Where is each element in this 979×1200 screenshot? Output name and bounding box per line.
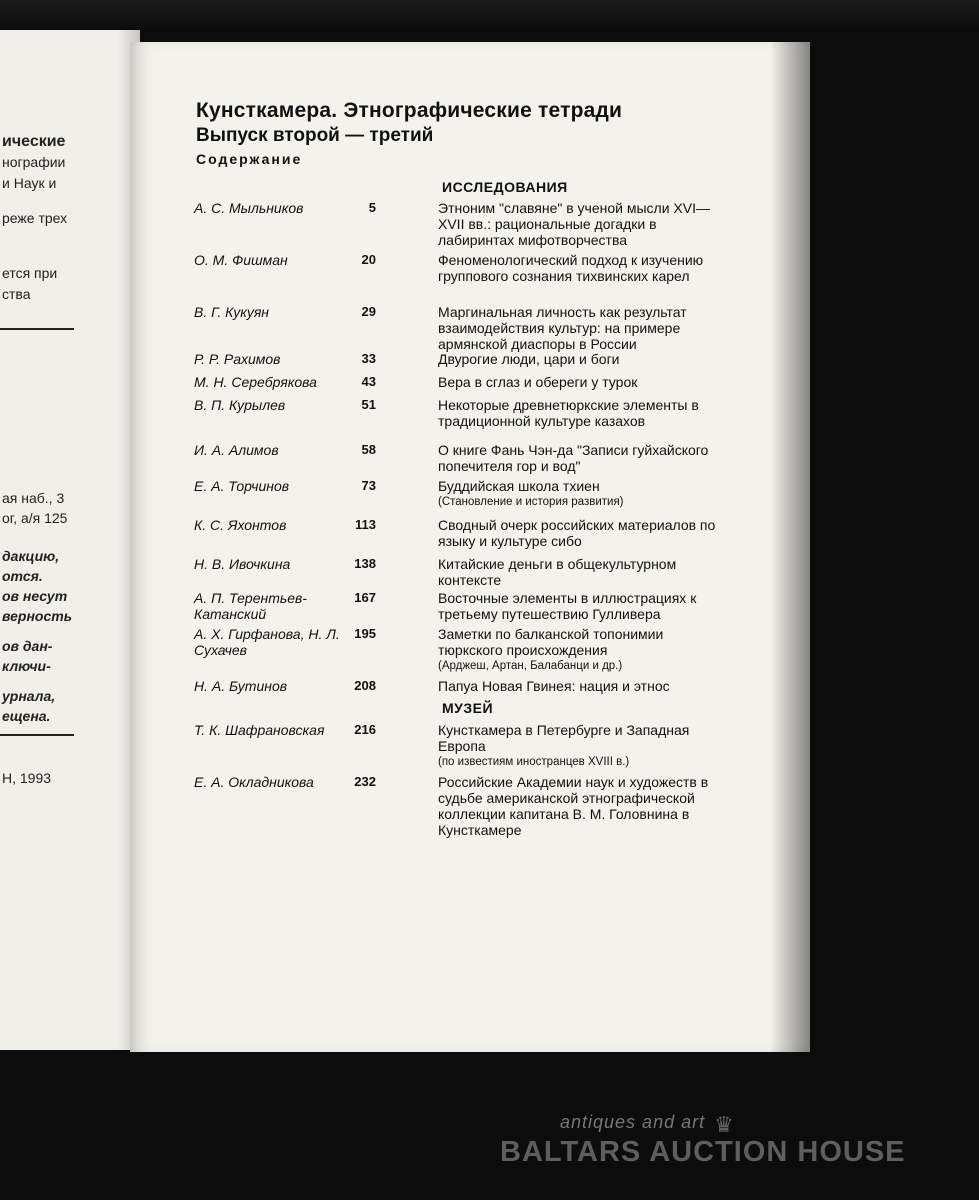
toc-title: О книге Фань Чэн-да "Записи гуйхайского попечителя гор и вод" (438, 442, 709, 474)
toc-author: А. П. Терентьев-Катанский (194, 590, 307, 622)
toc-note: (Становление и история развития) (438, 496, 624, 508)
watermark-tagline: antiques and art (560, 1112, 706, 1132)
left-fragment: реже трех (2, 210, 68, 226)
toc-title-text: Кунсткамера в Петербурге и Западная Европа (438, 722, 690, 754)
toc-title: Вера в сглаз и обереги у турок (438, 374, 638, 390)
toc-title: Двурогие люди, цари и боги (438, 351, 620, 367)
toc-title: Некоторые древнетюркские элементы в традиционной культуре казахов (438, 397, 699, 429)
toc-author: К. С. Яхонтов (194, 517, 287, 533)
toc-title (438, 626, 728, 674)
toc-author: А. Х. Гирфанова, Н. Л. Сухачев (194, 626, 340, 658)
left-fragment: ется при (2, 265, 58, 281)
left-fragment: ещена. (2, 708, 51, 724)
toc-page: 58 (361, 442, 376, 457)
crown-icon: ♛ (714, 1112, 734, 1137)
left-page (0, 30, 140, 1050)
page-title: Кунсткамера. Этнографические тетради (196, 99, 623, 122)
toc-page: 195 (354, 626, 376, 641)
toc-author: Н. В. Ивочкина (194, 556, 291, 572)
toc-author: В. Г. Кукуян (194, 304, 269, 320)
left-fragment: отся. (2, 568, 43, 584)
toc-author: Е. А. Торчинов (194, 478, 290, 494)
left-fragment: ог, а/я 125 (2, 510, 68, 526)
left-fragment: ключи- (2, 658, 51, 674)
toc-title-text: Заметки по балканской топонимии тюркского происхождения (438, 626, 664, 658)
left-fragment: ов несут (2, 588, 68, 604)
toc-page: 29 (361, 304, 376, 319)
left-fragment: нографии (2, 154, 66, 170)
scan-background (0, 0, 979, 30)
toc-title: Сводный очерк российских материалов по языку и культуре сибо (438, 517, 716, 549)
left-fragment: ов дан- (2, 638, 53, 654)
toc-author: В. П. Курылев (194, 397, 286, 413)
toc-page: 51 (361, 397, 376, 412)
toc-page: 113 (355, 517, 376, 532)
toc-title (438, 722, 728, 770)
toc-title: Этноним "славяне" в ученой мысли XVI—XVII вв.: рациональные догадки в лабиринтах мифотворчества (438, 200, 710, 248)
toc-title: Феноменологический подход к изучению группового сознания тихвинских карел (438, 252, 704, 284)
toc-title: Восточные элементы в иллюстрациях к третьему путешествию Гулливера (438, 590, 697, 622)
section-heading-museum: МУЗЕЙ (442, 700, 494, 716)
divider-line (0, 328, 74, 330)
section-heading-research: ИССЛЕДОВАНИЯ (442, 179, 568, 195)
toc-title: Китайские деньги в общекультурном контексте (438, 556, 677, 588)
toc-title-text: Буддийская школа тхиен (438, 478, 600, 494)
toc-author: М. Н. Серебрякова (194, 374, 317, 390)
toc-title: Российские Академии наук и художеств в судьбе американской этнографической коллекции капитана В. М. Головнина в Кунсткамере (438, 774, 709, 838)
toc-page: 208 (354, 678, 376, 693)
toc-author: Е. А. Окладникова (194, 774, 314, 790)
toc-page: 138 (354, 556, 376, 571)
left-fragment: ические (2, 133, 66, 150)
left-fragment: Н, 1993 (2, 770, 52, 786)
toc-page: 73 (361, 478, 376, 493)
toc-note: (по известиям иностранцев XVIII в.) (438, 756, 630, 768)
left-fragment: ая наб., 3 (2, 490, 65, 506)
toc-author: Р. Р. Рахимов (194, 351, 281, 367)
toc-page: 20 (361, 252, 376, 267)
toc-page: 33 (361, 351, 376, 366)
left-fragment: урнала, (2, 688, 56, 704)
toc-author: Н. А. Бутинов (194, 678, 288, 694)
toc-title: Маргинальная личность как результат взаимодействия культур: на примере армянской диаспоры в России (438, 304, 687, 352)
page-edge-shadow (770, 42, 810, 1052)
toc-author: И. А. Алимов (194, 442, 279, 458)
toc-title (438, 478, 728, 510)
toc-page: 232 (354, 774, 376, 789)
contents-heading: Содержание (196, 151, 303, 167)
toc-author: А. С. Мыльников (194, 200, 304, 216)
toc-page: 216 (354, 722, 376, 737)
page-subtitle: Выпуск второй — третий (196, 125, 434, 146)
left-fragment: и Наук и (2, 175, 57, 191)
main-page (130, 42, 810, 1052)
divider-line (0, 734, 74, 736)
left-fragment: ства (2, 286, 31, 302)
toc-author: Т. К. Шафрановская (194, 722, 325, 738)
toc-note: (Арджеш, Артан, Балабанци и др.) (438, 660, 623, 672)
toc-page: 167 (354, 590, 376, 605)
toc-page: 5 (368, 200, 376, 215)
watermark-brand: BALTARS AUCTION HOUSE (500, 1136, 906, 1168)
toc-author: О. М. Фишман (194, 252, 288, 268)
left-fragment: дакцию, (2, 548, 60, 564)
toc-title: Папуа Новая Гвинея: нация и этнос (438, 678, 670, 694)
left-fragment: верность (2, 608, 72, 624)
toc-page: 43 (361, 374, 376, 389)
